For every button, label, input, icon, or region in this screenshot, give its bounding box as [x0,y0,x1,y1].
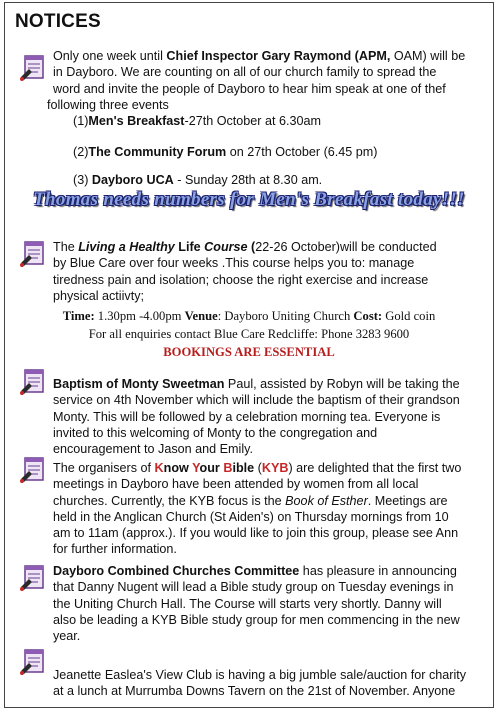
notepad-icon [19,53,45,83]
notepad-icon [19,367,45,397]
event-mens-breakfast: (1)Men's Breakfast-27th October at 6.30am [73,114,322,128]
mens-breakfast-banner: Thomas needs numbers for Men's Breakfast today!!! [33,189,465,210]
notice-view-club: Jeanette Easlea's View Club is having a big jumble sale/auction for charity at a lunch at Murrumba Downs Tavern on the 21st of November. Anyone [53,668,467,699]
notice-combined-churches: Dayboro Combined Churches Committee has pleasure in announcing that Danny Nugent will lead a Bible study group on Tuesday evenings in the Uniting Church Hall. The Course will starts very shortly. Danny will also be leading a KYB Bible study group for men commencing in the new year. [53,564,460,644]
notices-page [4,2,494,708]
course-enquiries: For all enquiries contact Blue Care Redcliffe: Phone 3283 9600 [88,327,410,341]
notepad-icon [19,647,45,677]
notice-kyb: The organisers of Know Your Bible (KYB) are delighted that the first two meetings in Dayboro have been attended by women from all local churches. Currently, the KYB focus is the Book of Esther. Meetings are held in the Anglican Church (St Aiden's) on Thursday mornings from 10 am to 11am (approx.). If you would like to join this group, please see Ann for further information. [53,461,462,557]
notice-baptism: Baptism of Monty Sweetman Paul, assisted by Robyn will be taking the service on 4th November which will include the baptism of their grandson Monty. This will be followed by a celebration morning tea. Everyone is invited to this welcoming of Monty to the congregation and encouragement to Jason and Emily. [53,377,460,457]
page-title: NOTICES [15,11,101,32]
course-details: Time: 1.30pm -4.00pm Venue: Dayboro Uniting Church Cost: Gold coin [62,309,436,323]
event-dayboro-uca: (3) Dayboro UCA - Sunday 28th at 8.30 am. [73,173,323,187]
notepad-icon [19,455,45,485]
notepad-icon [19,239,45,269]
bookings-essential: BOOKINGS ARE ESSENTIAL [163,345,335,359]
notepad-icon [19,563,45,593]
event-community-forum: (2)The Community Forum on 27th October (6.45 pm) [73,145,378,159]
notice-healthy-life-course: The Living a Healthy Life Course (22-26 October)will be conducted by Blue Care over four weeks .This course helps you to: manage tiredness pain and isolation; choose the right exercise and increase physical actiivty; [53,240,437,303]
notice-chief-inspector: Only one week until Chief Inspector Gary Raymond (APM, OAM) will be in Dayboro. We are counting on all of our church family to spread the word and invite the people of Dayboro to hear him speak at one of thef following three events [47,49,466,112]
